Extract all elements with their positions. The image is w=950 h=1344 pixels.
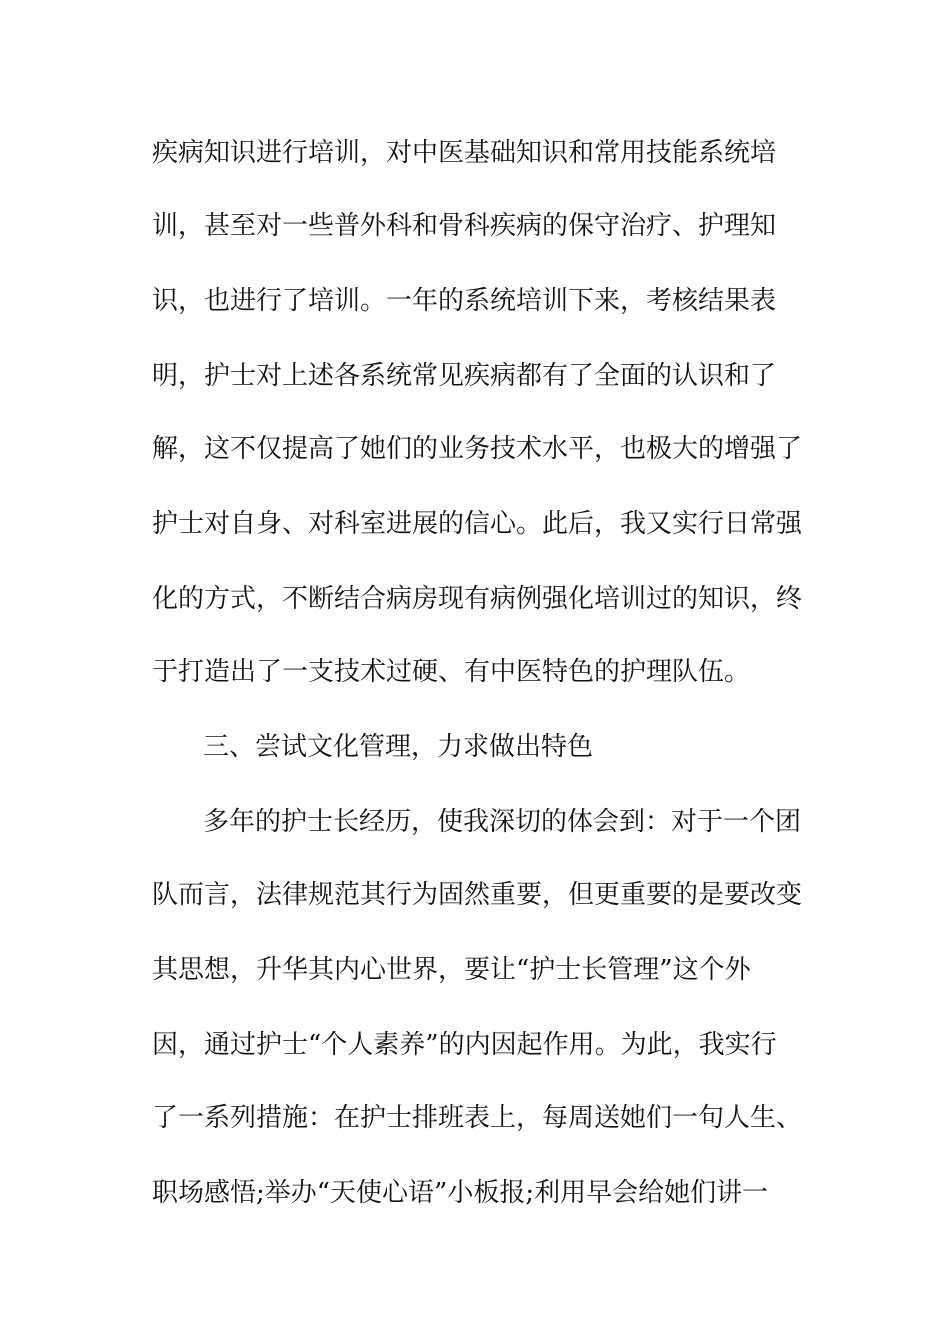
paragraph-first-line: 多年的护士长经历，使我深切的体会到：对于一个团 <box>203 807 802 837</box>
body-text-line: 于打造出了一支技术过硬、有中医特色的护理队伍。 <box>152 657 751 687</box>
body-text-line: 队而言，法律规范其行为固然重要，但更重要的是要改变 <box>152 880 803 910</box>
body-text-line: 职场感悟;举办“天使心语”小板报;利用早会给她们讲一 <box>152 1178 769 1208</box>
body-text-line: 其思想，升华其内心世界，要让“护士长管理”这个外 <box>152 955 751 985</box>
body-text-line: 解，这不仅提高了她们的业务技术水平，也极大的增强了 <box>152 434 803 464</box>
body-text-line: 疾病知识进行培训，对中医基础知识和常用技能系统培 <box>152 138 777 168</box>
body-text-line: 训，甚至对一些普外科和骨科疾病的保守治疗、护理知 <box>152 211 777 241</box>
body-text-line: 护士对自身、对科室进展的信心。此后，我又实行日常强 <box>152 509 803 539</box>
body-text-line: 识，也进行了培训。一年的系统培训下来，考核结果表 <box>152 286 777 316</box>
body-text-line: 明，护士对上述各系统常见疾病都有了全面的认识和了 <box>152 361 777 391</box>
section-heading: 三、尝试文化管理，力求做出特色 <box>203 732 594 762</box>
body-text-line: 化的方式，不断结合病房现有病例强化培训过的知识，终 <box>152 584 803 614</box>
body-text-line: 了一系列措施：在护士排班表上，每周送她们一句人生、 <box>152 1103 803 1133</box>
body-text-line: 因，通过护士“个人素养”的内因起作用。为此，我实行 <box>152 1030 777 1060</box>
